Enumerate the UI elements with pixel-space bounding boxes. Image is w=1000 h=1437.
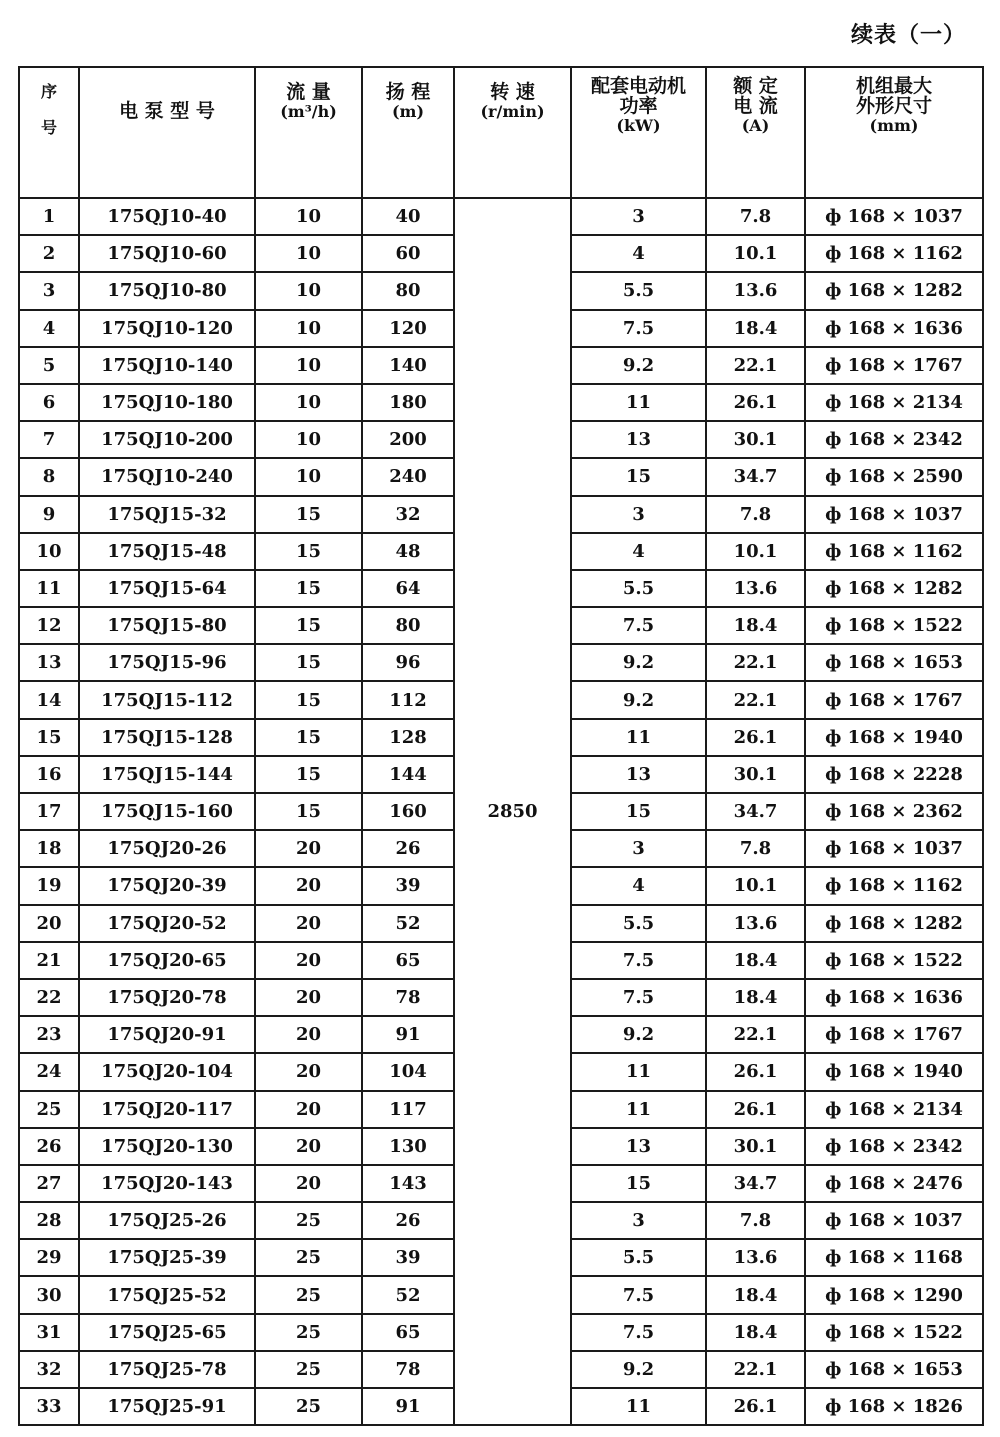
cell-current: 10.1: [706, 235, 805, 272]
cell-current: 13.6: [706, 570, 805, 607]
cell-head: 112: [362, 681, 454, 718]
cell-flow: 20: [255, 830, 362, 867]
cell-power: 3: [571, 830, 706, 867]
cell-seq: 4: [19, 310, 79, 347]
cell-flow: 15: [255, 644, 362, 681]
cell-model: 175QJ15-64: [79, 570, 255, 607]
cell-power: 9.2: [571, 347, 706, 384]
cell-power: 7.5: [571, 310, 706, 347]
cell-flow: 15: [255, 793, 362, 830]
cell-flow: 15: [255, 719, 362, 756]
cell-seq: 5: [19, 347, 79, 384]
cell-head: 144: [362, 756, 454, 793]
cell-model: 175QJ20-143: [79, 1165, 255, 1202]
cell-current: 22.1: [706, 681, 805, 718]
cell-flow: 20: [255, 942, 362, 979]
cell-head: 65: [362, 1314, 454, 1351]
cell-power: 13: [571, 756, 706, 793]
cell-power: 11: [571, 1091, 706, 1128]
cell-size: ф 168 × 1282: [805, 905, 983, 942]
cell-head: 117: [362, 1091, 454, 1128]
header-row: [19, 67, 983, 198]
cell-current: 7.8: [706, 496, 805, 533]
cell-seq: 15: [19, 719, 79, 756]
table-body: [19, 198, 983, 1425]
cell-seq: 12: [19, 607, 79, 644]
cell-current: 10.1: [706, 533, 805, 570]
cell-seq: 17: [19, 793, 79, 830]
cell-current: 18.4: [706, 1276, 805, 1313]
cell-power: 15: [571, 458, 706, 495]
cell-size: ф 168 × 1037: [805, 496, 983, 533]
cell-size: ф 168 × 1162: [805, 235, 983, 272]
cell-power: 7.5: [571, 1276, 706, 1313]
cell-seq: 22: [19, 979, 79, 1016]
cell-flow: 20: [255, 1053, 362, 1090]
cell-seq: 33: [19, 1388, 79, 1425]
cell-current: 18.4: [706, 310, 805, 347]
cell-seq: 31: [19, 1314, 79, 1351]
cell-model: 175QJ10-60: [79, 235, 255, 272]
cell-head: 64: [362, 570, 454, 607]
cell-model: 175QJ25-65: [79, 1314, 255, 1351]
cell-power: 5.5: [571, 1239, 706, 1276]
cell-model: 175QJ25-26: [79, 1202, 255, 1239]
cell-flow: 25: [255, 1314, 362, 1351]
cell-size: ф 168 × 2362: [805, 793, 983, 830]
cell-flow: 10: [255, 198, 362, 235]
cell-flow: 25: [255, 1388, 362, 1425]
cell-head: 65: [362, 942, 454, 979]
cell-size: ф 168 × 2342: [805, 1128, 983, 1165]
cell-flow: 15: [255, 681, 362, 718]
cell-flow: 20: [255, 1128, 362, 1165]
cell-seq: 14: [19, 681, 79, 718]
cell-size: ф 168 × 1940: [805, 719, 983, 756]
cell-flow: 10: [255, 458, 362, 495]
cell-size: ф 168 × 1162: [805, 533, 983, 570]
cell-model: 175QJ25-78: [79, 1351, 255, 1388]
cell-seq: 23: [19, 1016, 79, 1053]
cell-model: 175QJ20-65: [79, 942, 255, 979]
cell-flow: 10: [255, 272, 362, 309]
cell-size: ф 168 × 2134: [805, 384, 983, 421]
cell-head: 130: [362, 1128, 454, 1165]
cell-head: 91: [362, 1016, 454, 1053]
cell-model: 175QJ20-91: [79, 1016, 255, 1053]
cell-flow: 25: [255, 1351, 362, 1388]
cell-current: 34.7: [706, 458, 805, 495]
cell-power: 7.5: [571, 1314, 706, 1351]
cell-model: 175QJ25-91: [79, 1388, 255, 1425]
cell-power: 9.2: [571, 1016, 706, 1053]
cell-size: ф 168 × 1653: [805, 644, 983, 681]
cell-power: 15: [571, 793, 706, 830]
cell-current: 13.6: [706, 1239, 805, 1276]
cell-size: ф 168 × 1826: [805, 1388, 983, 1425]
cell-size: ф 168 × 1636: [805, 310, 983, 347]
table-caption: 续表（一）: [850, 22, 966, 48]
cell-head: 120: [362, 310, 454, 347]
cell-head: 128: [362, 719, 454, 756]
cell-size: ф 168 × 2476: [805, 1165, 983, 1202]
cell-power: 11: [571, 719, 706, 756]
cell-seq: 18: [19, 830, 79, 867]
cell-power: 5.5: [571, 570, 706, 607]
cell-flow: 10: [255, 384, 362, 421]
cell-power: 7.5: [571, 607, 706, 644]
cell-current: 10.1: [706, 867, 805, 904]
cell-model: 175QJ15-48: [79, 533, 255, 570]
cell-flow: 20: [255, 1016, 362, 1053]
cell-size: ф 168 × 1282: [805, 272, 983, 309]
cell-head: 60: [362, 235, 454, 272]
cell-current: 7.8: [706, 198, 805, 235]
cell-current: 13.6: [706, 905, 805, 942]
cell-head: 96: [362, 644, 454, 681]
cell-flow: 20: [255, 905, 362, 942]
cell-seq: 28: [19, 1202, 79, 1239]
header-size: 机组最大 外形尺寸 (mm): [805, 67, 983, 198]
cell-size: ф 168 × 1522: [805, 607, 983, 644]
cell-power: 11: [571, 1388, 706, 1425]
header-head: 扬 程 (m): [362, 67, 454, 198]
cell-size: ф 168 × 1037: [805, 830, 983, 867]
header-current: 额 定 电 流 (A): [706, 67, 805, 198]
cell-power: 7.5: [571, 979, 706, 1016]
cell-flow: 15: [255, 607, 362, 644]
cell-model: 175QJ20-26: [79, 830, 255, 867]
header-flow: 流 量 (m³/h): [255, 67, 362, 198]
cell-seq: 6: [19, 384, 79, 421]
cell-power: 3: [571, 1202, 706, 1239]
cell-flow: 10: [255, 421, 362, 458]
cell-size: ф 168 × 1522: [805, 1314, 983, 1351]
cell-flow: 15: [255, 496, 362, 533]
cell-power: 13: [571, 1128, 706, 1165]
cell-model: 175QJ25-39: [79, 1239, 255, 1276]
cell-current: 26.1: [706, 1388, 805, 1425]
cell-head: 39: [362, 867, 454, 904]
cell-head: 48: [362, 533, 454, 570]
cell-head: 78: [362, 979, 454, 1016]
cell-seq: 19: [19, 867, 79, 904]
cell-current: 7.8: [706, 830, 805, 867]
cell-current: 22.1: [706, 1351, 805, 1388]
cell-size: ф 168 × 1282: [805, 570, 983, 607]
cell-current: 18.4: [706, 942, 805, 979]
cell-seq: 11: [19, 570, 79, 607]
cell-seq: 27: [19, 1165, 79, 1202]
cell-head: 143: [362, 1165, 454, 1202]
cell-size: ф 168 × 1636: [805, 979, 983, 1016]
cell-size: ф 168 × 1290: [805, 1276, 983, 1313]
cell-model: 175QJ20-104: [79, 1053, 255, 1090]
cell-current: 26.1: [706, 1091, 805, 1128]
cell-speed: 2850: [454, 198, 571, 1425]
cell-head: 78: [362, 1351, 454, 1388]
cell-current: 18.4: [706, 1314, 805, 1351]
cell-seq: 2: [19, 235, 79, 272]
cell-head: 40: [362, 198, 454, 235]
header-model: 电 泵 型 号: [79, 67, 255, 198]
cell-head: 180: [362, 384, 454, 421]
cell-seq: 29: [19, 1239, 79, 1276]
cell-seq: 3: [19, 272, 79, 309]
cell-power: 5.5: [571, 272, 706, 309]
cell-size: ф 168 × 1168: [805, 1239, 983, 1276]
cell-seq: 25: [19, 1091, 79, 1128]
cell-model: 175QJ15-96: [79, 644, 255, 681]
cell-head: 240: [362, 458, 454, 495]
cell-head: 39: [362, 1239, 454, 1276]
table-row: [19, 198, 983, 235]
cell-flow: 15: [255, 756, 362, 793]
cell-model: 175QJ20-39: [79, 867, 255, 904]
cell-seq: 21: [19, 942, 79, 979]
cell-current: 22.1: [706, 644, 805, 681]
cell-flow: 20: [255, 1165, 362, 1202]
header-seq: 序 号: [19, 67, 79, 198]
cell-head: 26: [362, 1202, 454, 1239]
cell-model: 175QJ15-112: [79, 681, 255, 718]
cell-head: 52: [362, 905, 454, 942]
cell-current: 30.1: [706, 421, 805, 458]
cell-current: 13.6: [706, 272, 805, 309]
cell-current: 7.8: [706, 1202, 805, 1239]
cell-size: ф 168 × 2134: [805, 1091, 983, 1128]
cell-flow: 20: [255, 979, 362, 1016]
cell-seq: 20: [19, 905, 79, 942]
cell-size: ф 168 × 1767: [805, 681, 983, 718]
cell-power: 9.2: [571, 644, 706, 681]
cell-head: 104: [362, 1053, 454, 1090]
cell-flow: 20: [255, 1091, 362, 1128]
cell-seq: 1: [19, 198, 79, 235]
cell-power: 5.5: [571, 905, 706, 942]
cell-seq: 8: [19, 458, 79, 495]
cell-current: 18.4: [706, 979, 805, 1016]
cell-size: ф 168 × 1767: [805, 1016, 983, 1053]
cell-head: 200: [362, 421, 454, 458]
cell-model: 175QJ25-52: [79, 1276, 255, 1313]
cell-flow: 25: [255, 1239, 362, 1276]
cell-current: 26.1: [706, 1053, 805, 1090]
cell-size: ф 168 × 2590: [805, 458, 983, 495]
cell-flow: 25: [255, 1276, 362, 1313]
cell-size: ф 168 × 1162: [805, 867, 983, 904]
cell-head: 80: [362, 272, 454, 309]
cell-model: 175QJ20-117: [79, 1091, 255, 1128]
cell-seq: 7: [19, 421, 79, 458]
cell-flow: 10: [255, 235, 362, 272]
cell-model: 175QJ10-200: [79, 421, 255, 458]
cell-current: 30.1: [706, 1128, 805, 1165]
cell-current: 26.1: [706, 719, 805, 756]
cell-model: 175QJ10-40: [79, 198, 255, 235]
cell-seq: 9: [19, 496, 79, 533]
cell-size: ф 168 × 1767: [805, 347, 983, 384]
cell-flow: 15: [255, 570, 362, 607]
cell-model: 175QJ10-240: [79, 458, 255, 495]
cell-flow: 15: [255, 533, 362, 570]
cell-head: 91: [362, 1388, 454, 1425]
cell-seq: 30: [19, 1276, 79, 1313]
cell-seq: 24: [19, 1053, 79, 1090]
cell-power: 4: [571, 235, 706, 272]
cell-power: 11: [571, 384, 706, 421]
cell-head: 160: [362, 793, 454, 830]
cell-flow: 10: [255, 347, 362, 384]
header-power: 配套电动机 功率 (kW): [571, 67, 706, 198]
cell-head: 80: [362, 607, 454, 644]
cell-current: 30.1: [706, 756, 805, 793]
cell-size: ф 168 × 1037: [805, 198, 983, 235]
cell-power: 9.2: [571, 1351, 706, 1388]
cell-model: 175QJ15-160: [79, 793, 255, 830]
cell-current: 22.1: [706, 1016, 805, 1053]
cell-current: 34.7: [706, 1165, 805, 1202]
cell-seq: 26: [19, 1128, 79, 1165]
cell-seq: 32: [19, 1351, 79, 1388]
cell-model: 175QJ10-180: [79, 384, 255, 421]
cell-flow: 25: [255, 1202, 362, 1239]
cell-head: 26: [362, 830, 454, 867]
cell-current: 34.7: [706, 793, 805, 830]
cell-power: 9.2: [571, 681, 706, 718]
cell-model: 175QJ10-120: [79, 310, 255, 347]
cell-flow: 10: [255, 310, 362, 347]
cell-current: 18.4: [706, 607, 805, 644]
cell-model: 175QJ20-78: [79, 979, 255, 1016]
pump-spec-table: [18, 66, 984, 1426]
cell-power: 13: [571, 421, 706, 458]
cell-power: 4: [571, 867, 706, 904]
cell-size: ф 168 × 1037: [805, 1202, 983, 1239]
cell-model: 175QJ15-80: [79, 607, 255, 644]
cell-size: ф 168 × 1940: [805, 1053, 983, 1090]
cell-flow: 20: [255, 867, 362, 904]
cell-current: 26.1: [706, 384, 805, 421]
cell-model: 175QJ20-130: [79, 1128, 255, 1165]
cell-power: 3: [571, 496, 706, 533]
cell-current: 22.1: [706, 347, 805, 384]
cell-model: 175QJ10-140: [79, 347, 255, 384]
cell-head: 140: [362, 347, 454, 384]
cell-model: 175QJ10-80: [79, 272, 255, 309]
cell-power: 3: [571, 198, 706, 235]
cell-head: 52: [362, 1276, 454, 1313]
cell-seq: 10: [19, 533, 79, 570]
cell-size: ф 168 × 1522: [805, 942, 983, 979]
cell-model: 175QJ15-128: [79, 719, 255, 756]
cell-power: 4: [571, 533, 706, 570]
cell-power: 7.5: [571, 942, 706, 979]
cell-power: 15: [571, 1165, 706, 1202]
cell-size: ф 168 × 2342: [805, 421, 983, 458]
header-speed: 转 速 (r/min): [454, 67, 571, 198]
cell-power: 11: [571, 1053, 706, 1090]
cell-model: 175QJ15-144: [79, 756, 255, 793]
cell-model: 175QJ20-52: [79, 905, 255, 942]
cell-head: 32: [362, 496, 454, 533]
cell-seq: 13: [19, 644, 79, 681]
cell-model: 175QJ15-32: [79, 496, 255, 533]
cell-size: ф 168 × 2228: [805, 756, 983, 793]
cell-seq: 16: [19, 756, 79, 793]
cell-size: ф 168 × 1653: [805, 1351, 983, 1388]
